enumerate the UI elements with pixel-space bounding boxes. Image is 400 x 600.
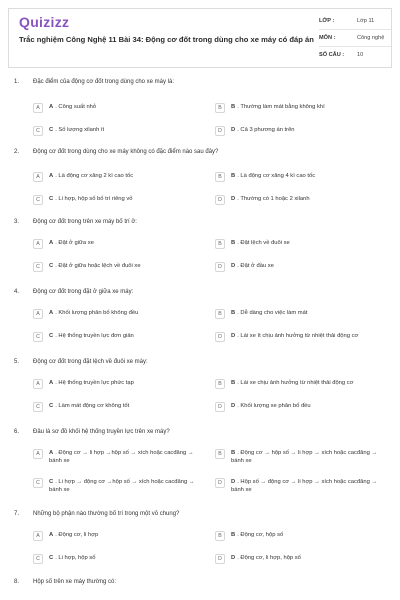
option-letter: D	[231, 403, 236, 409]
option-letter-box: A	[33, 379, 43, 389]
option-letter: A	[49, 310, 54, 316]
option-a[interactable]: A A . Hệ thống truyền lực phức tạp	[33, 379, 199, 389]
option-letter: D	[231, 555, 236, 561]
option-letter-box: B	[215, 172, 225, 182]
question-text: Động cơ đốt trong dùng cho xe máy không có đặc điểm nào sau đây?	[33, 149, 219, 155]
meta-class-label: LỚP :	[319, 18, 335, 24]
option-text: Li hợp → động cơ →hộp số → xích hoặc cacđăng → bánh xe	[49, 479, 195, 493]
option-d[interactable]: D D . Động cơ, li hợp, hộp số	[215, 554, 381, 564]
option-text: Thường có 1 hoặc 2 xilanh	[240, 196, 310, 202]
meta-subject	[319, 30, 391, 47]
option-letter-box: B	[215, 449, 225, 459]
option-text: Làm mát động cơ không tốt	[58, 403, 130, 409]
option-letter-box: A	[33, 239, 43, 249]
option-c[interactable]: C C . Số lượng xilanh ít	[33, 126, 199, 136]
question-text: Đặc điểm của động cơ đốt trong dùng cho xe máy là:	[33, 79, 175, 85]
option-letter: D	[231, 479, 236, 485]
option-letter: A	[49, 240, 54, 246]
question-number: 3.	[14, 219, 20, 225]
option-c[interactable]: C C . Đặt ở giữa hoặc lệch về đuôi xe	[33, 262, 199, 272]
option-a[interactable]: A A . Động cơ, li hợp	[33, 531, 199, 541]
option-c[interactable]: C C . Li hợp, hộp số	[33, 554, 199, 564]
option-text: Động cơ, li hợp, hộp số	[240, 555, 301, 561]
option-text: Khối lượng xe phân bố đều	[240, 403, 311, 409]
option-text: Đặt lệch về đuôi xe	[240, 240, 290, 246]
option-b[interactable]: B B . Động cơ → hộp số → li hợp → xích hoặc cacđăng → bánh xe	[215, 449, 381, 465]
option-c[interactable]: C C . Làm mát động cơ không tốt	[33, 402, 199, 412]
option-b[interactable]: B B . Dễ dàng cho việc làm mát	[215, 309, 381, 319]
option-text: Lái xe ít chịu ảnh hưởng từ nhiệt thải động cơ	[240, 333, 359, 339]
question-number: 8.	[14, 579, 20, 585]
question-header	[14, 219, 373, 225]
option-text: Khối lượng phân bố không đều	[58, 310, 139, 316]
option-letter-box: A	[33, 531, 43, 541]
question-header	[14, 359, 373, 365]
option-letter: B	[231, 380, 236, 386]
option-letter-box: D	[215, 402, 225, 412]
option-letter-box: A	[33, 172, 43, 182]
option-letter: C	[49, 333, 54, 339]
option-letter-box: C	[33, 332, 43, 342]
option-letter-box: C	[33, 262, 43, 272]
question-header	[14, 79, 373, 85]
option-letter: B	[231, 450, 236, 456]
option-letter: D	[231, 127, 236, 133]
option-c[interactable]: C C . Li hợp → động cơ →hộp số → xích hoặc cacđăng → bánh xe	[33, 478, 199, 494]
option-text: Dễ dàng cho việc làm mát	[240, 310, 308, 316]
option-letter: B	[231, 240, 236, 246]
option-text: Hệ thống truyền lực đơn giản	[58, 333, 134, 339]
option-letter-box: D	[215, 126, 225, 136]
meta-subject-value: Công nghệ	[357, 35, 385, 41]
question-header	[14, 579, 373, 585]
option-letter: D	[231, 196, 236, 202]
question-text: Động cơ đốt trong đặt ở giữa xe máy:	[33, 289, 134, 295]
option-b[interactable]: B B . Lái xe chịu ảnh hưởng từ nhiệt thải động cơ	[215, 379, 399, 389]
question-number: 4.	[14, 289, 20, 295]
option-b[interactable]: B B . Là động cơ xăng 4 kì cao tốc	[215, 172, 381, 182]
option-text: Li hợp, hộp số	[58, 555, 96, 561]
option-text: Là động cơ xăng 2 kì cao tốc	[58, 173, 134, 179]
option-letter-box: B	[215, 103, 225, 113]
option-d[interactable]: D D . Thường có 1 hoặc 2 xilanh	[215, 195, 381, 205]
option-letter-box: D	[215, 332, 225, 342]
meta-class-value: Lớp 11	[357, 18, 375, 24]
option-letter-box: C	[33, 478, 43, 488]
question-text: Những bộ phận nào thường bố trí trong một vỏ chung?	[33, 511, 180, 517]
option-a[interactable]: A A . Công suất nhỏ	[33, 103, 199, 113]
option-text: Là động cơ xăng 4 kì cao tốc	[240, 173, 316, 179]
option-text: Lái xe chịu ảnh hưởng từ nhiệt thải động cơ	[240, 380, 354, 386]
question-number: 7.	[14, 511, 20, 517]
quiz-header	[8, 8, 392, 68]
option-text: Li hợp, hộp số bố trí riêng vỏ	[58, 196, 133, 202]
option-letter: C	[49, 127, 54, 133]
option-c[interactable]: C C . Hệ thống truyền lực đơn giản	[33, 332, 199, 342]
option-text: Đặt ở đầu xe	[240, 263, 274, 269]
option-letter: C	[49, 555, 54, 561]
option-letter-box: D	[215, 195, 225, 205]
option-b[interactable]: B B . Động cơ, hộp số	[215, 531, 381, 541]
option-text: Động cơ, li hợp	[58, 532, 99, 538]
option-letter-box: C	[33, 554, 43, 564]
option-d[interactable]: D D . Lái xe ít chịu ảnh hưởng từ nhiệt thải động cơ	[215, 332, 399, 342]
option-text: Số lượng xilanh ít	[58, 127, 105, 133]
option-text: Đặt ở giữa hoặc lệch về đuôi xe	[58, 263, 141, 269]
option-a[interactable]: A A . Động cơ → li hợp →hộp số → xích hoặc cacđăng → bánh xe	[33, 449, 199, 465]
logo-text-part1: Qui	[19, 14, 44, 30]
option-letter: B	[231, 532, 236, 538]
question-text: Hộp số trên xe máy thường có:	[33, 579, 116, 585]
option-a[interactable]: A A . Là động cơ xăng 2 kì cao tốc	[33, 172, 199, 182]
question-header	[14, 429, 373, 435]
question-header	[14, 511, 373, 517]
option-letter-box: B	[215, 239, 225, 249]
option-letter-box: A	[33, 103, 43, 113]
option-letter-box: A	[33, 449, 43, 459]
option-letter-box: C	[33, 126, 43, 136]
option-letter-box: D	[215, 554, 225, 564]
option-c[interactable]: C C . Li hợp, hộp số bố trí riêng vỏ	[33, 195, 199, 205]
option-letter-box: C	[33, 402, 43, 412]
meta-count-value: 10	[357, 52, 364, 58]
option-d[interactable]: D D . Hộp số → động cơ → li hợp → xích hoặc cacđăng → bánh xe	[215, 478, 381, 494]
option-d[interactable]: D D . Khối lượng xe phân bố đều	[215, 402, 381, 412]
option-letter: D	[231, 263, 236, 269]
question-text: Động cơ đốt trong trên xe máy bố trí ở:	[33, 219, 137, 225]
meta-subject-label: MÔN :	[319, 35, 336, 41]
option-letter-box: D	[215, 262, 225, 272]
option-letter: B	[231, 310, 236, 316]
option-letter: B	[231, 173, 236, 179]
option-letter-box: D	[215, 478, 225, 488]
option-a[interactable]: A A . Khối lượng phân bố không đều	[33, 309, 199, 319]
option-text: Động cơ, hộp số	[240, 532, 284, 538]
option-letter-box: B	[215, 379, 225, 389]
option-letter-box: C	[33, 195, 43, 205]
option-d[interactable]: D D . Đặt ở đầu xe	[215, 262, 381, 272]
option-letter: C	[49, 263, 54, 269]
question-text: Động cơ đốt trong đặt lệch về đuôi xe máy:	[33, 359, 148, 365]
option-d[interactable]: D D . Cả 3 phương án trên	[215, 126, 381, 136]
logo-text-part2: zizz	[43, 14, 70, 30]
option-letter-box: B	[215, 309, 225, 319]
question-number: 1.	[14, 79, 20, 85]
option-text: Thường làm mát bằng không khí	[240, 104, 325, 110]
question-number: 2.	[14, 149, 20, 155]
option-letter: C	[49, 479, 54, 485]
option-letter: A	[49, 173, 54, 179]
question-header	[14, 149, 373, 155]
page-title: Trắc nghiệm Công Nghệ 11 Bài 34: Động cơ đốt trong dùng cho xe máy có đáp án	[19, 35, 314, 44]
question-text: Đâu là sơ đồ khối hệ thống truyền lực trên xe máy?	[33, 429, 170, 435]
option-text: Động cơ → li hợp →hộp số → xích hoặc cacđăng → bánh xe	[49, 450, 194, 464]
option-letter: B	[231, 104, 236, 110]
option-letter: A	[49, 532, 54, 538]
option-letter: A	[49, 450, 54, 456]
option-b[interactable]: B B . Thường làm mát bằng không khí	[215, 103, 381, 113]
option-letter-box: A	[33, 309, 43, 319]
option-letter: A	[49, 380, 54, 386]
question-number: 5.	[14, 359, 20, 365]
option-text: Động cơ → hộp số → li hợp → xích hoặc cacđăng → bánh xe	[231, 450, 378, 464]
question-header	[14, 289, 373, 295]
option-letter: D	[231, 333, 236, 339]
option-text: Đặt ở giữa xe	[58, 240, 94, 246]
option-text: Cả 3 phương án trên	[240, 127, 295, 133]
option-a[interactable]: A A . Đặt ở giữa xe	[33, 239, 199, 249]
meta-class	[319, 13, 391, 30]
option-text: Hộp số → động cơ → li hợp → xích hoặc cacđăng → bánh xe	[231, 479, 378, 493]
question-number: 6.	[14, 429, 20, 435]
option-text: Hệ thống truyền lực phức tạp	[58, 380, 134, 386]
option-b[interactable]: B B . Đặt lệch về đuôi xe	[215, 239, 381, 249]
option-text: Công suất nhỏ	[58, 104, 97, 110]
option-letter: A	[49, 104, 54, 110]
meta-count	[319, 47, 391, 63]
quiz-meta	[319, 13, 391, 63]
meta-count-label: SỐ CÂU :	[319, 52, 345, 58]
quizizz-logo[interactable]	[19, 14, 69, 30]
option-letter: C	[49, 196, 54, 202]
option-letter-box: B	[215, 531, 225, 541]
option-letter: C	[49, 403, 54, 409]
